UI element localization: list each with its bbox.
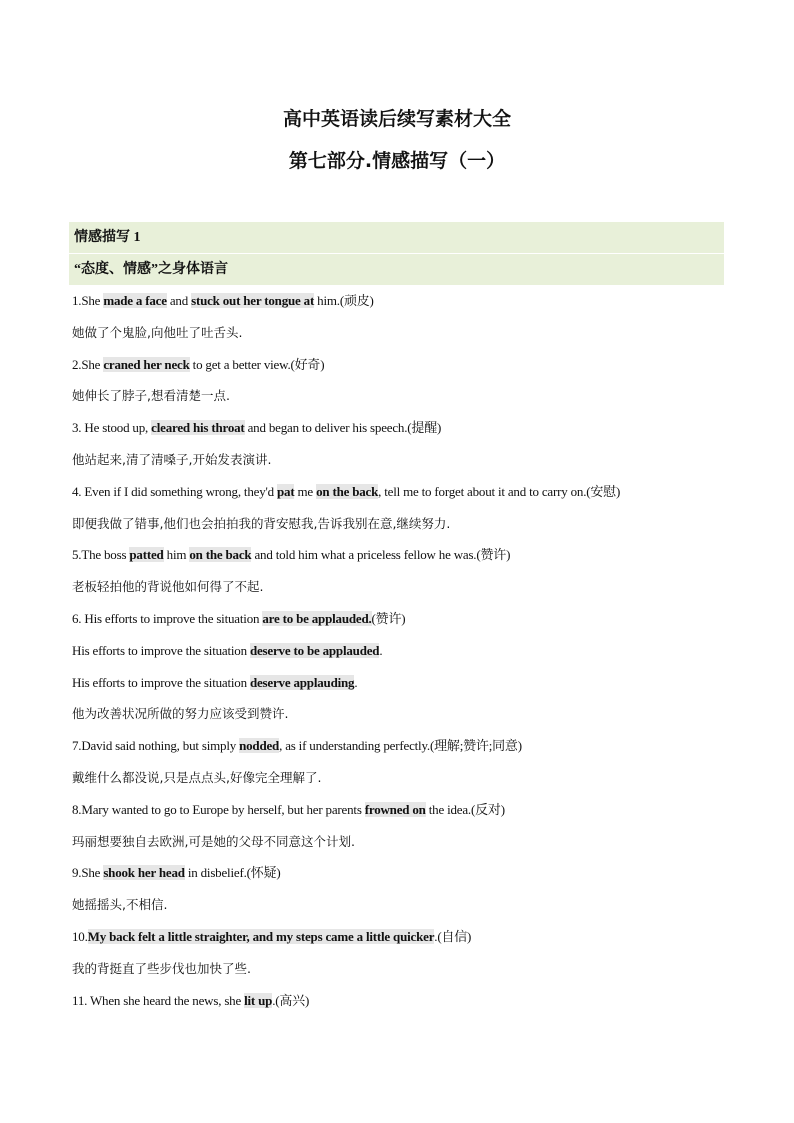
chinese-translation-line bbox=[72, 578, 762, 596]
highlighted-phrase: lit up bbox=[244, 992, 273, 1008]
chinese-translation-line bbox=[72, 705, 762, 723]
highlighted-phrase: stuck out her tongue at bbox=[191, 293, 315, 308]
sentence-text: 即便我做了错事,他们也会拍拍我的背安慰我,告诉我别在意,继续努力. bbox=[72, 515, 451, 531]
sentence-text: 5.The boss bbox=[72, 547, 130, 563]
chinese-translation-line bbox=[72, 769, 762, 787]
sentence-text: him bbox=[163, 547, 190, 563]
highlighted-phrase: nodded bbox=[239, 738, 280, 754]
sentence-text: His efforts to improve the situation bbox=[72, 642, 250, 658]
chinese-translation-line bbox=[72, 387, 762, 405]
sentence-text: 他为改善状况所做的努力应该受到赞许. bbox=[72, 706, 289, 722]
english-example-line bbox=[72, 737, 762, 755]
chinese-translation-line bbox=[72, 451, 762, 469]
sentence-text: 9.She bbox=[72, 865, 104, 881]
sentence-text: 1.She bbox=[72, 293, 104, 308]
sentence-text: 他站起来,清了清嗓子,开始发表演讲. bbox=[72, 452, 272, 467]
chinese-translation-line bbox=[72, 833, 762, 851]
document-title: 高中英语读后续写素材大全 bbox=[282, 108, 511, 130]
highlighted-phrase: on the back bbox=[189, 547, 252, 563]
sentence-text: 玛丽想要独自去欧洲,可是她的父母不同意这个计划. bbox=[72, 833, 355, 849]
sentence-text: 3. He stood up, bbox=[72, 420, 152, 436]
english-example-line bbox=[72, 546, 762, 564]
english-example-line bbox=[72, 483, 762, 501]
sentence-text: .(自信) bbox=[434, 929, 472, 944]
english-example-line bbox=[72, 642, 762, 660]
highlighted-phrase: shook her head bbox=[103, 865, 185, 881]
sentence-text: . bbox=[379, 642, 383, 658]
highlighted-phrase: craned her neck bbox=[103, 356, 190, 372]
sentence-text: (赞许) bbox=[371, 611, 406, 626]
english-example-line bbox=[72, 801, 762, 819]
english-example-line bbox=[72, 992, 762, 1010]
sentence-text: and began to deliver his speech.(提醒) bbox=[244, 420, 442, 436]
section-band-title: 情感描写 1 bbox=[69, 222, 724, 253]
sentence-text: . bbox=[354, 674, 358, 690]
sentence-text: 11. When she heard the news, she bbox=[72, 992, 245, 1008]
sentence-text: to get a better view.(好奇) bbox=[189, 356, 325, 372]
sentence-text: 她做了个鬼脸,向他吐了吐舌头. bbox=[72, 324, 243, 340]
highlighted-phrase: frowned on bbox=[364, 801, 426, 817]
sentence-text: 2.She bbox=[72, 356, 104, 372]
highlighted-phrase: patted bbox=[129, 547, 164, 563]
sentence-text: , as if understanding perfectly.(理解;赞许;同意) bbox=[279, 738, 522, 754]
sentence-text: .(高兴) bbox=[272, 992, 310, 1008]
highlighted-phrase: deserve applauding bbox=[249, 674, 355, 690]
sentence-text: 6. His efforts to improve the situation bbox=[72, 611, 263, 626]
sentence-text: His efforts to improve the situation bbox=[72, 674, 250, 690]
chinese-translation-line bbox=[72, 896, 762, 914]
highlighted-phrase: pat bbox=[277, 483, 295, 499]
chinese-translation-line bbox=[72, 324, 762, 342]
highlighted-phrase: My back felt a little straighter, and my steps came a little quicker bbox=[87, 929, 435, 944]
highlighted-phrase: are to be applauded. bbox=[262, 611, 372, 626]
sentence-text: 我的背挺直了些步伐也加快了些. bbox=[72, 960, 251, 976]
sentence-text: him.(顽皮) bbox=[314, 293, 374, 308]
document-subtitle: 第七部分.情感描写（一） bbox=[288, 150, 506, 172]
sentence-text: 8.Mary wanted to go to Europe by herself, but her parents bbox=[72, 801, 365, 817]
english-example-line bbox=[72, 292, 762, 310]
section-band-subtitle: “态度、情感”之身体语言 bbox=[69, 254, 724, 285]
sentence-text: in disbelief.(怀疑) bbox=[184, 865, 281, 881]
highlighted-phrase: deserve to be applauded bbox=[249, 642, 380, 658]
sentence-text: 她伸长了脖子,想看清楚一点. bbox=[72, 388, 230, 404]
sentence-text: and told him what a priceless fellow he was.(赞许) bbox=[251, 547, 511, 563]
english-example-line bbox=[72, 419, 762, 437]
english-example-line bbox=[72, 674, 762, 692]
english-example-line bbox=[72, 610, 762, 628]
sentence-text: me bbox=[294, 483, 317, 499]
sentence-text: 她摇摇头,不相信. bbox=[72, 897, 168, 913]
chinese-translation-line bbox=[72, 515, 762, 533]
sentence-text: the idea.(反对) bbox=[425, 801, 505, 817]
sentence-text: 戴维什么都没说,只是点点头,好像完全理解了. bbox=[72, 770, 322, 785]
sentence-text: , tell me to forget about it and to carry on.(安慰) bbox=[378, 483, 621, 499]
sentence-text: and bbox=[166, 293, 192, 308]
english-example-line bbox=[72, 356, 762, 374]
chinese-translation-line bbox=[72, 960, 762, 978]
sentence-text: 7.David said nothing, but simply bbox=[72, 738, 240, 754]
english-example-line bbox=[72, 928, 762, 946]
highlighted-phrase: made a face bbox=[103, 293, 167, 308]
english-example-line bbox=[72, 864, 762, 882]
sentence-text: 4. Even if I did something wrong, they'd bbox=[72, 483, 277, 499]
highlighted-phrase: on the back bbox=[316, 483, 379, 499]
highlighted-phrase: cleared his throat bbox=[151, 420, 245, 436]
sentence-text: 10. bbox=[72, 929, 88, 944]
sentence-text: 老板轻拍他的背说他如何得了不起. bbox=[72, 579, 264, 595]
